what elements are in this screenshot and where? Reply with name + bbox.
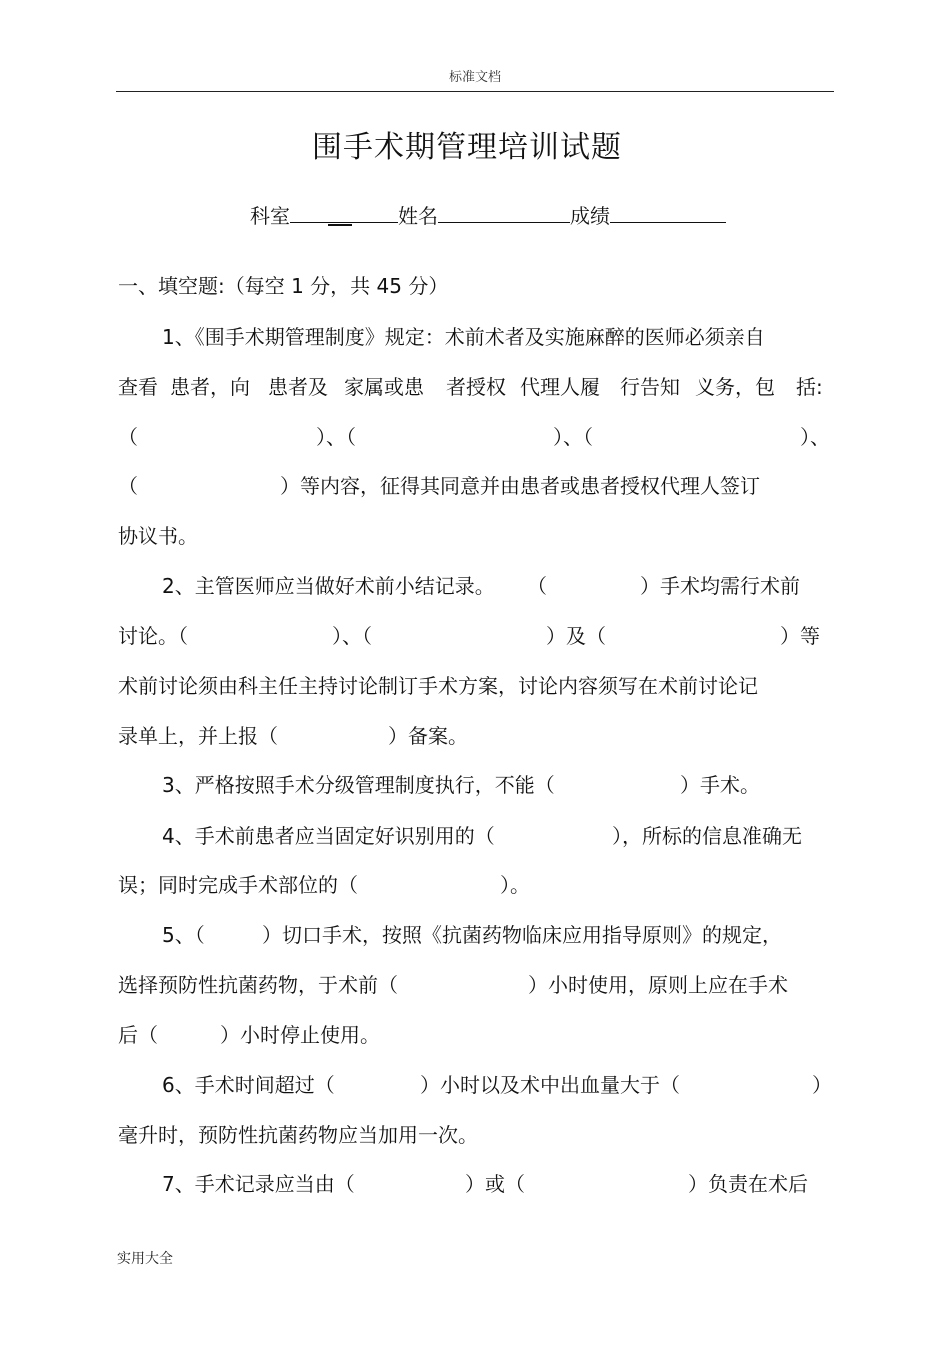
q5-line1-head: 5、（: [162, 923, 205, 947]
q2-line1-tail: ）手术均需行术前: [640, 574, 800, 598]
q1-blank-sep: ）、（: [316, 425, 356, 449]
page-header-label: 标准文档: [448, 70, 501, 85]
dept-field-mark: [328, 224, 352, 226]
q1-token: 查看: [118, 375, 158, 399]
q2-line2-tail: ）等: [780, 624, 820, 648]
q1-blank-open: （: [118, 425, 138, 449]
q2-blank-sep: ）及（: [546, 624, 606, 648]
q2-line2-head: 讨论。（: [118, 624, 188, 648]
q1-blank-open: （: [118, 474, 138, 498]
q1-token: 家属或患: [344, 375, 424, 399]
q5-line2-head: 选择预防性抗菌药物，于术前（: [118, 973, 398, 997]
q1-line4-text: ）等内容，征得其同意并由患者或患者授权代理人签订: [280, 474, 760, 498]
q5-line3-head: 后（: [118, 1023, 158, 1047]
q6-line2: 毫升时，预防性抗菌药物应当加用一次。: [118, 1123, 478, 1147]
q4-line1-head: 4、手术前患者应当固定好识别用的（: [162, 824, 495, 848]
q2-line4-tail: ）备案。: [388, 724, 468, 748]
q2-line3: 术前讨论须由科主任主持讨论制订手术方案，讨论内容须写在术前讨论记: [118, 674, 758, 698]
q7-line1-head: 7、手术记录应当由（: [162, 1172, 355, 1196]
q2-line4-head: 录单上，并上报（: [118, 724, 278, 748]
q6-line1-tail: ）: [812, 1073, 832, 1097]
section-heading: 一、填空题:（每空 1 分，共 45 分）: [118, 274, 449, 298]
q2-line1-text: 2、主管医师应当做好术前小结记录。: [162, 574, 495, 598]
q3-head: 3、严格按照手术分级管理制度执行，不能（: [162, 773, 555, 797]
q1-token: 患者，向: [170, 375, 250, 399]
q1-line5: 协议书。: [118, 524, 198, 548]
page-title: 围手术期管理培训试题: [312, 130, 622, 165]
q1-blank-sep: ）、（: [553, 425, 593, 449]
q4-line1-tail: ），所标的信息准确无: [612, 824, 802, 848]
q6-line1-head: 6、手术时间超过（: [162, 1073, 335, 1097]
q6-line1-mid: ）小时以及术中出血量大于（: [420, 1073, 680, 1097]
name-field[interactable]: [438, 204, 570, 223]
q1-token: 行告知: [620, 375, 680, 399]
q4-line2-tail: ）。: [500, 873, 530, 897]
name-label: 姓名: [398, 204, 438, 228]
dept-field[interactable]: [290, 204, 398, 223]
info-row: [250, 200, 726, 229]
q7-line1-tail: ）负责在术后: [688, 1172, 808, 1196]
q2-blank-open: （: [527, 574, 547, 598]
q1-line1: 1、《围手术期管理制度》规定：术前术者及实施麻醉的医师必须亲自: [162, 325, 765, 349]
header-rule: [116, 91, 834, 92]
q1-token: 者授权: [446, 375, 506, 399]
q1-token: 义务，包: [695, 375, 775, 399]
q5-line1-tail: ）切口手术，按照《抗菌药物临床应用指导原则》的规定，: [262, 923, 782, 947]
q2-blank-sep: ）、（: [332, 624, 372, 648]
q5-line2-tail: ）小时使用，原则上应在手术: [528, 973, 788, 997]
page-footer-label: 实用大全: [117, 1251, 173, 1267]
q4-line2-head: 误；同时完成手术部位的（: [118, 873, 358, 897]
q1-token: 代理人履: [520, 375, 600, 399]
q7-line1-mid: ）或（: [465, 1172, 525, 1196]
q1-token: 患者及: [268, 375, 328, 399]
score-label: 成绩: [570, 204, 610, 228]
q5-line3-tail: ）小时停止使用。: [220, 1023, 380, 1047]
q1-token: 括:: [796, 375, 823, 399]
score-field[interactable]: [610, 204, 726, 223]
dept-label: 科室: [250, 204, 290, 228]
q3-tail: ）手术。: [680, 773, 760, 797]
q1-blank-close: ）、: [800, 425, 830, 449]
